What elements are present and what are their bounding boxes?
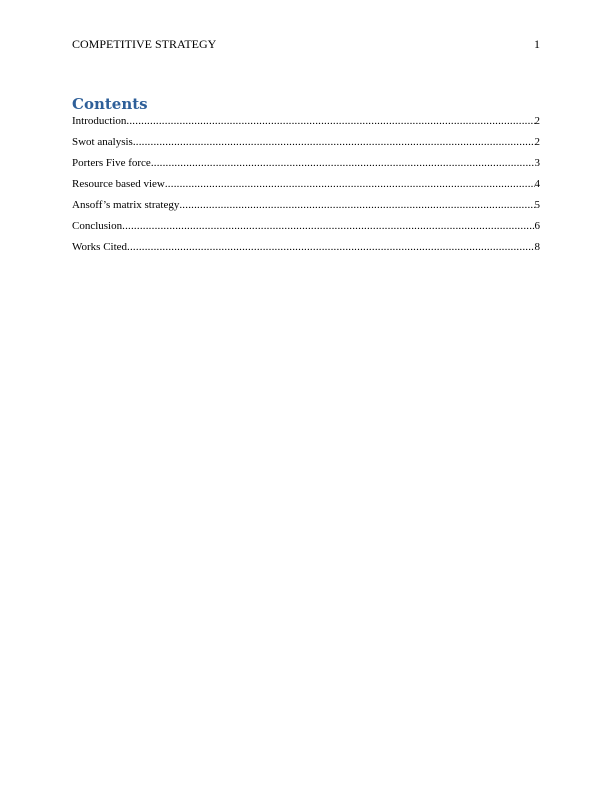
- toc-entry-label: Resource based view: [72, 178, 165, 190]
- toc-dot-leader: [133, 135, 535, 149]
- toc-entry-porters-five-force[interactable]: [72, 156, 540, 177]
- toc-entry-page: 5: [534, 199, 540, 211]
- running-header: [72, 36, 540, 52]
- toc-entry-label: Conclusion: [72, 220, 123, 232]
- contents-heading: Contents: [72, 95, 148, 113]
- toc-dot-leader: [127, 240, 534, 254]
- toc-entry-label: Porters Five force: [72, 157, 151, 169]
- toc-entry-page: 8: [534, 241, 540, 253]
- toc-dot-leader: [122, 219, 534, 233]
- toc-entry-page: 2: [534, 115, 540, 127]
- toc-dot-leader: [126, 114, 534, 128]
- toc-entry-label: Swot analysis: [72, 136, 133, 148]
- toc-entry-conclusion[interactable]: [72, 219, 540, 240]
- toc-entry-label: Introduction: [72, 115, 127, 127]
- toc-entry-page: 6: [534, 220, 540, 232]
- toc-entry-introduction[interactable]: [72, 114, 540, 135]
- toc-entry-page: 4: [534, 178, 540, 190]
- toc-entry-ansoffs-matrix-strategy[interactable]: [72, 198, 540, 219]
- toc-entry-label: Works Cited: [72, 241, 128, 253]
- toc-entry-page: 2: [534, 136, 540, 148]
- table-of-contents: [72, 114, 540, 261]
- toc-entry-label: Ansoff’s matrix strategy: [72, 199, 180, 211]
- running-head-title: COMPETITIVE STRATEGY: [72, 37, 217, 51]
- toc-dot-leader: [165, 177, 535, 191]
- page-number: 1: [534, 37, 540, 51]
- toc-entry-works-cited[interactable]: [72, 240, 540, 261]
- toc-entry-resource-based-view[interactable]: [72, 177, 540, 198]
- toc-entry-swot-analysis[interactable]: [72, 135, 540, 156]
- toc-entry-page: 3: [534, 157, 540, 169]
- toc-dot-leader: [151, 156, 535, 170]
- toc-dot-leader: [179, 198, 534, 212]
